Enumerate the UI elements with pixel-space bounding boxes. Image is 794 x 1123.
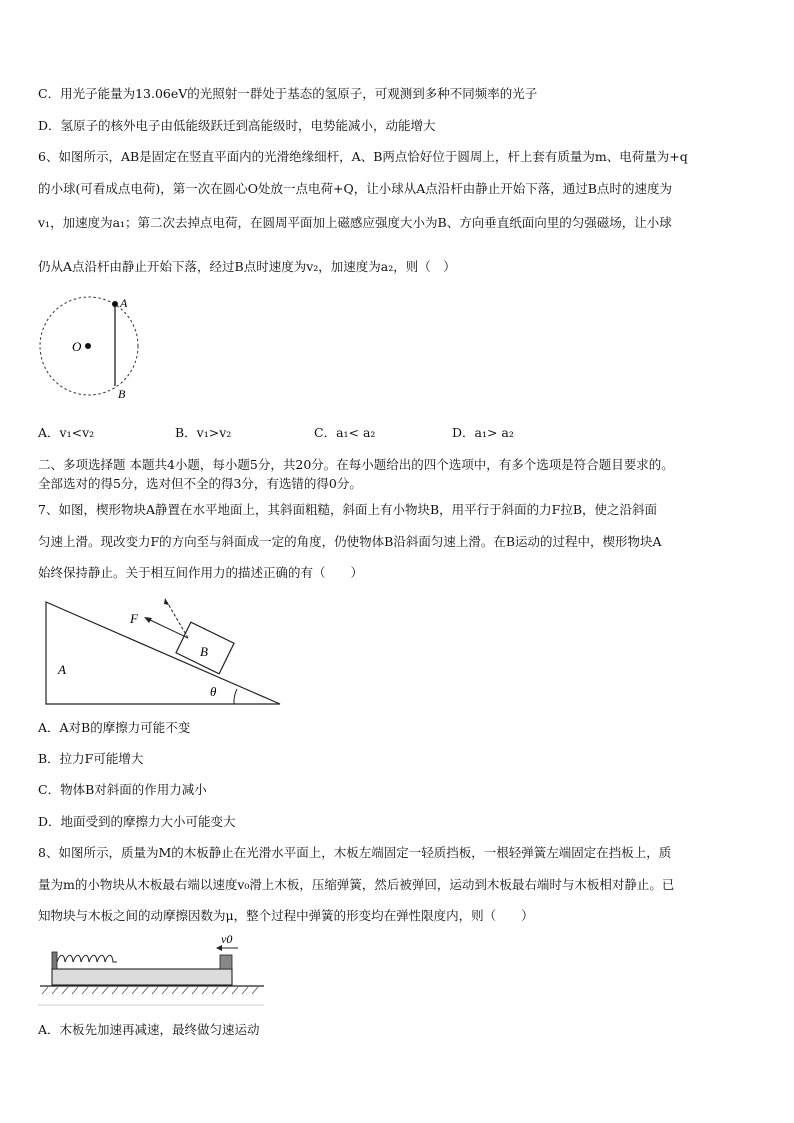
angle-arc	[234, 689, 237, 704]
label-a: A	[58, 662, 66, 677]
block-m	[220, 955, 232, 969]
baffle-plate	[52, 952, 57, 969]
spring	[57, 955, 117, 962]
q7-option-d[interactable]: D．地面受到的摩擦力大小可能变大	[38, 814, 236, 829]
q6-option-d[interactable]: D．a₁> a₂	[452, 425, 514, 440]
q5-option-c: C．用光子能量为13.06eV的光照射一群处于基态的氢原子，可观测到多种不同频率的光子	[38, 86, 538, 101]
q8-board-figure	[38, 930, 268, 1010]
q6-options	[38, 423, 598, 441]
q6-option-c[interactable]: C．a₁< a₂	[314, 425, 376, 440]
q5-option-d: D．氢原子的核外电子由低能级跃迁到高能级时，电势能减小，动能增大	[38, 118, 436, 133]
label-v0: v0	[221, 932, 233, 946]
q7-option-a[interactable]: A．A对B的摩擦力可能不变	[38, 720, 191, 735]
q7-text-3: 始终保持静止。关于相互间作用力的描述正确的有（ ）	[38, 565, 364, 580]
q7-wedge-figure	[38, 594, 288, 708]
label-b: B	[118, 387, 126, 401]
q7-option-c[interactable]: C．物体B对斜面的作用力减小	[38, 782, 207, 797]
section-2-scoring: 全部选对的得5分，选对但不全的得3分，有选错的得0分。	[38, 476, 362, 491]
q6-option-a[interactable]: A．v₁<v₂	[38, 425, 95, 440]
label-theta: θ	[210, 684, 217, 699]
q8-option-a[interactable]: A．木板先加速再减速，最终做匀速运动	[38, 1022, 260, 1037]
q6-text-3: v₁，加速度为a₁；第二次去掉点电荷，在圆周平面加上磁感应强度大小为B、方向垂直纸面向里的匀强磁场，让小球	[38, 215, 672, 230]
section-2-heading: 二、多项选择题 本题共4小题，每小题5分，共20分。在每小题给出的四个选项中，有多个选项是符合题目要求的。	[38, 457, 674, 472]
q8-text-3: 知物块与木板之间的动摩擦因数为μ，整个过程中弹簧的形变均在弹性限度内，则（ ）	[38, 908, 534, 923]
label-f: F	[130, 611, 138, 626]
q6-text-4: 仍从A点沿杆由静止开始下落，经过B点时速度为v₂，加速度为a₂，则（ ）	[38, 259, 456, 274]
dashed-arrowhead	[164, 598, 169, 605]
q7-text-2: 匀速上滑。现改变力F的方向至与斜面成一定的角度，仍使物体B沿斜面匀速上滑。在B运动的过程中，楔形物块A	[38, 534, 662, 549]
ball-at-a	[112, 301, 118, 307]
q7-text-1: 7、如图，楔形物块A静置在水平地面上，其斜面粗糙，斜面上有小物块B，用平行于斜面的力F拉B，使之沿斜面	[38, 502, 658, 517]
q8-text-1: 8、如图所示，质量为M的木板静止在光滑水平面上，木板左端固定一轻质挡板，一根轻弹簧左端固定在挡板上，质	[38, 845, 672, 860]
q8-text-2: 量为m的小物块从木板最右端以速度v₀滑上木板，压缩弹簧，然后被弹回，运动到木板最右端时与木板相对静止。已	[38, 877, 675, 892]
q7-option-b[interactable]: B．拉力F可能增大	[38, 751, 144, 766]
q6-option-b[interactable]: B．v₁>v₂	[175, 425, 232, 440]
ground-hatching	[42, 987, 258, 994]
label-o: O	[72, 339, 82, 354]
q6-text-1: 6、如图所示，AB是固定在竖直平面内的光滑绝缘细杆，A、B两点恰好位于圆周上，杆上套有质量为m、电荷量为+q	[38, 149, 688, 164]
wedge-a	[46, 602, 280, 704]
q6-text-2: 的小球(可看成点电荷)，第一次在圆心O处放一点电荷+Q，让小球从A点沿杆由静止开始下落，通过B点时的速度为	[38, 181, 672, 196]
label-b: B	[200, 644, 208, 659]
board-m	[52, 969, 232, 985]
label-a: A	[120, 296, 128, 310]
q6-circle-figure	[38, 294, 148, 404]
center-point-o	[85, 343, 91, 349]
